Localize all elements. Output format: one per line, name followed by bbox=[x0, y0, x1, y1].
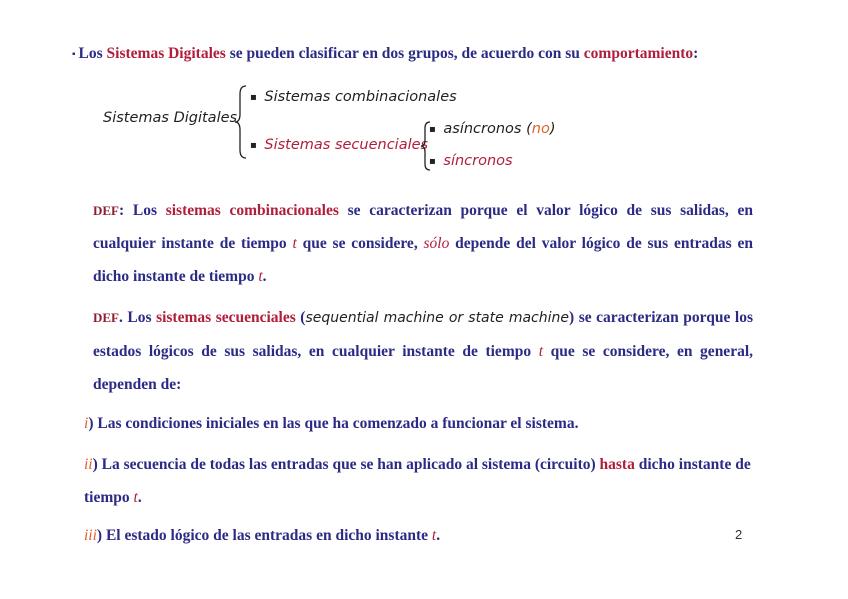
definition-combinacionales: DEF: Los sistemas combinacionales se caracterizan porque el valor lógico de sus salidas, en cualquier instante de tiempo t que se considere, sólo depende del valor lógico de sus entradas en dicho instante de tiempo t. bbox=[93, 202, 754, 285]
tree-asincronos: ▪ asíncronos (no) bbox=[429, 121, 556, 137]
page-number: 2 bbox=[735, 527, 743, 542]
intro-suffix: : bbox=[693, 45, 699, 62]
bullet-icon: ▪ bbox=[72, 48, 76, 60]
intro-highlight2: comportamiento bbox=[583, 45, 694, 62]
list-item: i) Las condiciones iniciales en las que ha comenzado a funcionar el sistema. bbox=[84, 415, 579, 432]
intro-line bbox=[72, 45, 832, 63]
list-item: iii) El estado lógico de las entradas en dicho instante t. bbox=[84, 527, 441, 544]
tree-sincronos: ▪ síncronos bbox=[429, 153, 513, 169]
intro-middle: se pueden clasificar en dos grupos, de acuerdo con su bbox=[225, 45, 584, 62]
intro-highlight: Sistemas Digitales bbox=[106, 45, 226, 62]
tree-combinacionales: ▪ Sistemas combinacionales bbox=[250, 89, 457, 105]
intro-prefix: Los bbox=[78, 45, 107, 62]
list-item: ii) La secuencia de todas las entradas que se han aplicado al sistema (circuito) hasta dicho instante de tiempo t. bbox=[84, 456, 751, 506]
left-brace-icon bbox=[234, 84, 248, 160]
definition-secuenciales: DEF. Los sistemas secuenciales (sequential machine or state machine) se caracterizan porque los estados lógicos de sus salidas, en cualquier instante de tiempo t que se considere, en general, dependen de: bbox=[93, 309, 754, 393]
tree-secuenciales: ▪ Sistemas secuenciales bbox=[250, 137, 429, 153]
tree-root-label: Sistemas Digitales bbox=[103, 110, 238, 126]
